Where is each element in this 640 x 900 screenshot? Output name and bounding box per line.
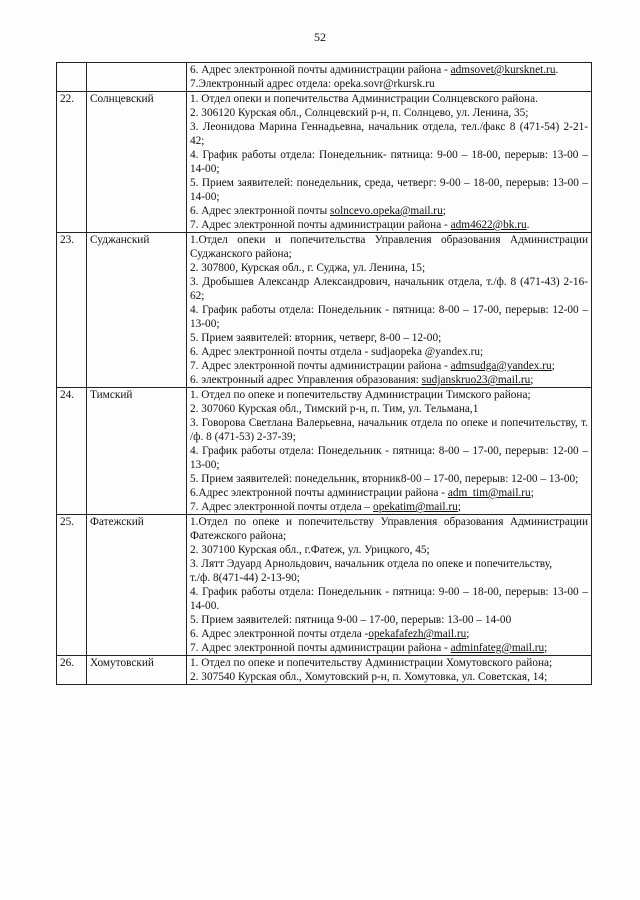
detail-line xyxy=(190,204,588,218)
detail-text: 6. электронный адрес Управления образования: xyxy=(190,374,422,386)
detail-text-suffix: ; xyxy=(551,360,555,372)
row-number xyxy=(57,63,87,92)
detail-line xyxy=(190,275,588,303)
email-link[interactable]: opekatim@mail.ru xyxy=(373,501,458,513)
detail-text-suffix: ; xyxy=(530,487,534,499)
detail-text: 2. 307800, Курская обл., г. Суджа, ул. Ленина, 15; xyxy=(190,262,426,274)
detail-text: 4. График работы отдела: Понедельник - пятница: 8-00 – 17-00, перерыв: 12-00 – 13-00; xyxy=(190,445,588,471)
table-row xyxy=(57,92,592,233)
email-link[interactable]: admsudga@yandex.ru xyxy=(450,360,552,372)
detail-text: 1. Отдел по опеке и попечительству Администрации Тимского района; xyxy=(190,389,531,401)
detail-text-suffix: . xyxy=(555,64,559,76)
detail-line xyxy=(190,148,588,176)
detail-line xyxy=(190,345,588,359)
detail-line xyxy=(190,571,588,585)
email-link[interactable]: adminfateg@mail.ru xyxy=(450,642,545,654)
detail-line xyxy=(190,641,588,655)
detail-line xyxy=(190,500,588,514)
detail-text: 7. Адрес электронной почты администрации района - xyxy=(190,360,451,372)
detail-text: 5. Прием заявителей: понедельник, среда, четверг: 9-00 – 18-00, перерыв: 13-00 – 14-00; xyxy=(190,177,588,203)
detail-text: 3. Лятт Эдуард Арнольдович, начальник отдела по опеке и попечительству, xyxy=(190,558,553,570)
detail-line xyxy=(190,613,588,627)
detail-text: 7. Адрес электронной почты администрации района - xyxy=(190,642,451,654)
detail-text: 3. Леонидова Марина Геннадьевна, начальник отдела, тел./факс 8 (471-54) 2-21-42; xyxy=(190,121,588,147)
detail-line xyxy=(190,77,588,91)
detail-text: 7. Адрес электронной почты администрации района - xyxy=(190,219,451,231)
detail-line xyxy=(190,543,588,557)
row-number: 26. xyxy=(57,656,87,685)
department-details xyxy=(187,515,592,656)
table-body xyxy=(57,63,592,685)
district-name: Солнцевский xyxy=(87,92,187,233)
email-link[interactable]: solncevo.opeka@mail.ru xyxy=(330,205,443,217)
detail-line xyxy=(190,106,588,120)
detail-text: 5. Прием заявителей: вторник, четверг, 8-00 – 12-00; xyxy=(190,332,442,344)
detail-text: 6. Адрес электронной почты администрации района - xyxy=(190,64,451,76)
detail-text-suffix: ; xyxy=(466,628,470,640)
table-row xyxy=(57,233,592,388)
district-name: Суджанский xyxy=(87,233,187,388)
table-row xyxy=(57,63,592,92)
detail-line xyxy=(190,585,588,613)
detail-line xyxy=(190,656,588,670)
department-details xyxy=(187,63,592,92)
detail-text: 3. Дробышев Александр Александрович, начальник отдела, т./ф. 8 (471-43) 2-16-62; xyxy=(190,276,588,302)
detail-line xyxy=(190,218,588,232)
detail-text: т./ф. 8(471-44) 2-13-90; xyxy=(190,572,300,584)
detail-text: 7.Электронный адрес отдела: opeka.sovr@rkursk.ru xyxy=(190,78,435,90)
detail-line xyxy=(190,176,588,204)
district-name: Фатежский xyxy=(87,515,187,656)
detail-text: 1.Отдел по опеке и попечительству Управления образования Администрации Фатежского района; xyxy=(190,516,588,542)
detail-line xyxy=(190,557,588,571)
detail-text-suffix: ; xyxy=(530,374,534,386)
row-number: 22. xyxy=(57,92,87,233)
department-details xyxy=(187,92,592,233)
detail-text: 1. Отдел по опеке и попечительству Администрации Хомутовского района; xyxy=(190,657,553,669)
detail-line xyxy=(190,486,588,500)
detail-text: 3. Говорова Светлана Валерьевна, начальник отдела по опеке и попечительству, т. /ф. 8 (471-53) 2-37-39; xyxy=(190,417,588,443)
detail-text: 5. Прием заявителей: пятница 9-00 – 17-00, перерыв: 13-00 – 14-00 xyxy=(190,614,512,626)
email-link[interactable]: adm4622@bk.ru xyxy=(450,219,527,231)
detail-line xyxy=(190,92,588,106)
department-details xyxy=(187,233,592,388)
detail-text: 2. 307100 Курская обл., г.Фатеж, ул. Урицкого, 45; xyxy=(190,544,430,556)
district-name xyxy=(87,63,187,92)
detail-text: 2. 307060 Курская обл., Тимский р-н, п. Тим, ул. Тельмана,1 xyxy=(190,403,479,415)
detail-line xyxy=(190,515,588,543)
detail-line xyxy=(190,444,588,472)
detail-text-suffix: ; xyxy=(442,205,446,217)
detail-line xyxy=(190,331,588,345)
table-row xyxy=(57,515,592,656)
detail-text: 4. График работы отдела: Понедельник - пятница: 8-00 – 17-00, перерыв: 12-00 – 13-00; xyxy=(190,304,588,330)
email-link[interactable]: admsovet@kursknet.ru xyxy=(450,64,556,76)
district-name: Тимский xyxy=(87,388,187,515)
email-link[interactable]: opekafafezh@mail.ru xyxy=(368,628,467,640)
detail-line xyxy=(190,670,588,684)
detail-text: 4. График работы отдела: Понедельник - пятница: 9-00 – 18-00, перерыв: 13-00 – 14-00. xyxy=(190,586,588,612)
row-number: 24. xyxy=(57,388,87,515)
department-details xyxy=(187,656,592,685)
row-number: 23. xyxy=(57,233,87,388)
detail-line xyxy=(190,359,588,373)
district-name: Хомутовский xyxy=(87,656,187,685)
page-number: 52 xyxy=(314,30,326,44)
detail-text-suffix: ; xyxy=(544,642,548,654)
detail-text: 5. Прием заявителей: понедельник, вторник8-00 – 17-00, перерыв: 12-00 – 13-00; xyxy=(190,473,579,485)
detail-text: 4. График работы отдела: Понедельник- пятница: 9-00 – 18-00, перерыв: 13-00 – 14-00; xyxy=(190,149,588,175)
detail-line xyxy=(190,402,588,416)
detail-text: 1. Отдел опеки и попечительства Администрации Солнцевского района. xyxy=(190,93,538,105)
row-number: 25. xyxy=(57,515,87,656)
email-link[interactable]: adm_tim@mail.ru xyxy=(447,487,531,499)
detail-line xyxy=(190,63,588,77)
detail-line xyxy=(190,388,588,402)
detail-text: 1.Отдел опеки и попечительства Управления образования Администрации Суджанского района; xyxy=(190,234,588,260)
detail-text: 6. Адрес электронной почты xyxy=(190,205,331,217)
detail-text: 6. Адрес электронной почты отдела - sudjaopeka @yandex.ru; xyxy=(190,346,484,358)
detail-text: 2. 306120 Курская обл., Солнцевский р-н, п. Солнцево, ул. Ленина, 35; xyxy=(190,107,529,119)
guardianship-departments-table xyxy=(56,62,592,685)
email-link[interactable]: sudjanskruo23@mail.ru xyxy=(421,374,531,386)
detail-text: 6. Адрес электронной почты отдела - xyxy=(190,628,369,640)
detail-text: 7. Адрес электронной почты отдела – xyxy=(190,501,374,513)
detail-line xyxy=(190,373,588,387)
detail-line xyxy=(190,303,588,331)
detail-text-suffix: ; xyxy=(457,501,461,513)
detail-line xyxy=(190,472,588,486)
detail-line xyxy=(190,120,588,148)
detail-line xyxy=(190,416,588,444)
detail-line xyxy=(190,261,588,275)
department-details xyxy=(187,388,592,515)
detail-text: 2. 307540 Курская обл., Хомутовский р-н, п. Хомутовка, ул. Советская, 14; xyxy=(190,671,548,683)
detail-text-suffix: . xyxy=(526,219,530,231)
table-row xyxy=(57,388,592,515)
detail-line xyxy=(190,233,588,261)
table-row xyxy=(57,656,592,685)
detail-line xyxy=(190,627,588,641)
detail-text: 6.Адрес электронной почты администрации района - xyxy=(190,487,448,499)
